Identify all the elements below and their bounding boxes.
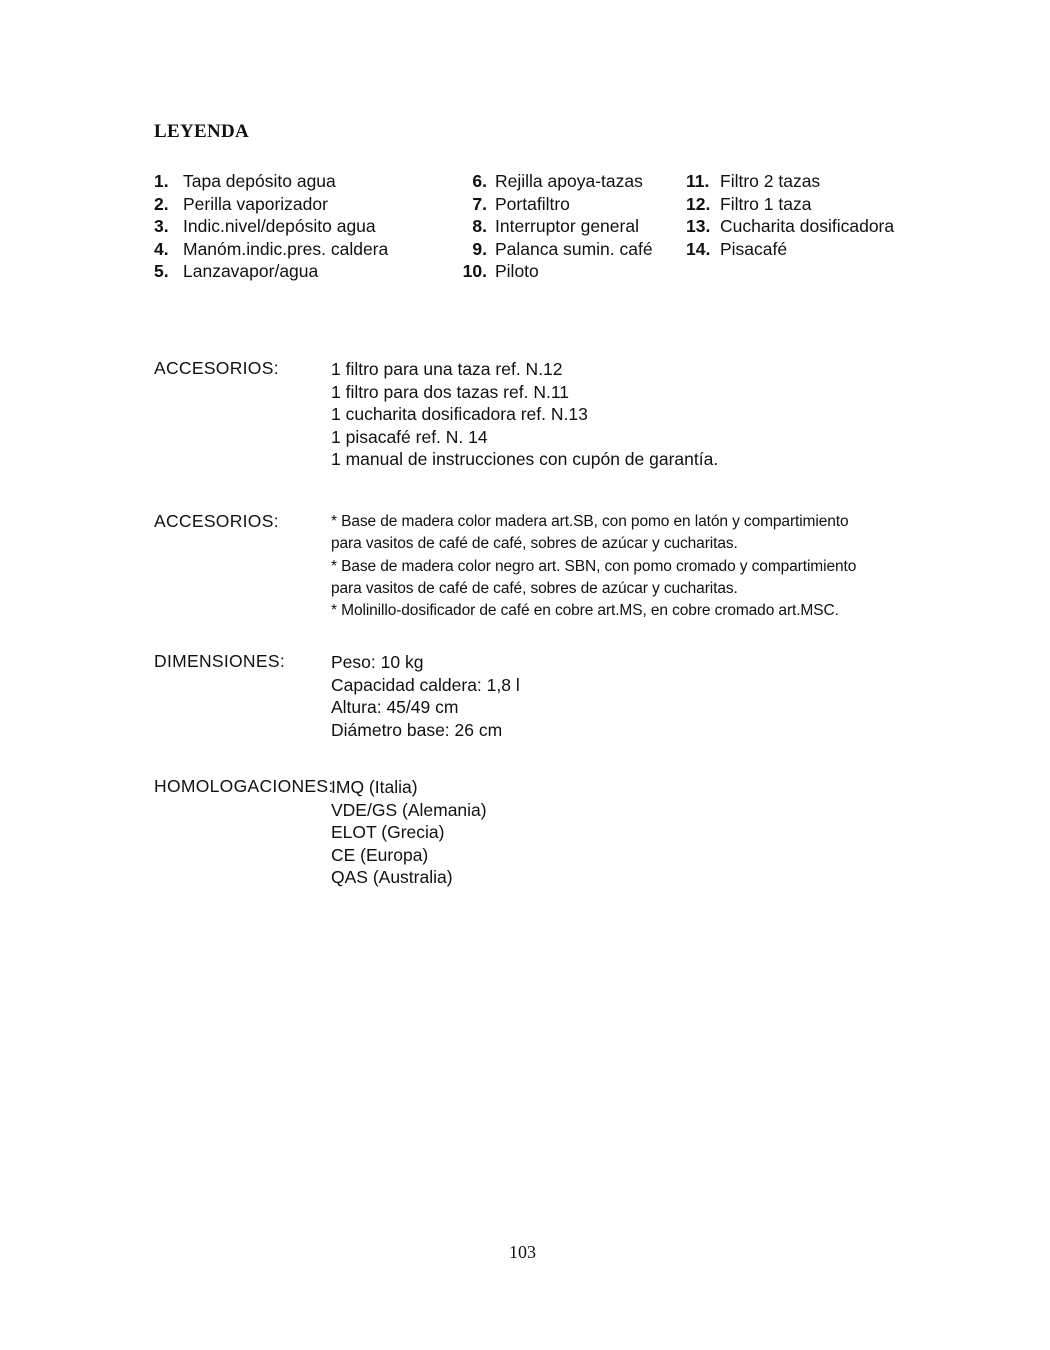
legend-column-2	[460, 170, 653, 283]
legend-item-number: 7.	[472, 193, 487, 214]
legend-item-label: Filtro 1 taza	[720, 193, 812, 214]
legend-title: LEYENDA	[154, 121, 250, 142]
legend-item-number: 6.	[472, 171, 487, 191]
legend-item-label: Perilla vaporizador	[183, 193, 328, 214]
section-label: ACCESORIOS:	[154, 358, 279, 378]
legend-item	[460, 170, 653, 193]
page-number: 103	[509, 1242, 536, 1262]
section-lines	[331, 358, 718, 471]
legend-item	[154, 238, 388, 261]
section-line: * Base de madera color madera art.SB, con pomo en latón y compartimiento	[331, 513, 849, 530]
legend-item-label: Pisacafé	[720, 238, 788, 259]
section-line: Diámetro base: 26 cm	[331, 719, 503, 740]
legend-item	[154, 170, 388, 193]
section-line: * Molinillo-dosificador de café en cobre art.MS, en cobre cromado art.MSC.	[331, 602, 839, 620]
section-line: 1 pisacafé ref. N. 14	[331, 426, 488, 447]
section-line: Capacidad caldera: 1,8 l	[331, 674, 520, 695]
section-line: 1 filtro para dos tazas ref. N.11	[331, 381, 569, 402]
legend-column-3	[686, 170, 894, 260]
legend-item	[686, 170, 894, 193]
section-line: Altura: 45/49 cm	[331, 697, 459, 717]
section-label: DIMENSIONES:	[154, 651, 285, 671]
section-line: * Base de madera color negro art. SBN, con pomo cromado y compartimiento	[331, 557, 857, 575]
legend-item-label: Tapa depósito agua	[183, 171, 336, 191]
section-label: HOMOLOGACIONES:	[154, 776, 334, 796]
legend-item-label: Portafiltro	[495, 193, 570, 214]
legend-item-number: 14.	[686, 238, 711, 259]
legend-item-number: 1.	[154, 171, 169, 191]
section-lines	[331, 651, 520, 741]
legend-item-number: 9.	[472, 238, 487, 259]
section-line: para vasitos de café de café, sobres de azúcar y cucharitas.	[331, 535, 738, 553]
legend-column-1	[154, 170, 388, 283]
legend-item-label: Lanzavapor/agua	[183, 261, 319, 281]
legend-item-number: 13.	[686, 216, 711, 236]
legend-item	[154, 215, 388, 238]
legend-item-label: Indic.nivel/depósito agua	[183, 216, 376, 236]
section-line: IMQ (Italia)	[331, 777, 418, 797]
section-lines	[331, 776, 487, 889]
legend-item	[460, 238, 653, 261]
legend-item-label: Palanca sumin. café	[495, 238, 653, 259]
legend-item	[686, 238, 894, 261]
legend-item	[460, 260, 653, 283]
legend-item-number: 8.	[472, 216, 487, 236]
legend-item-number: 4.	[154, 238, 169, 259]
section-line: VDE/GS (Alemania)	[331, 799, 487, 820]
legend-item	[686, 193, 894, 216]
section-line: 1 filtro para una taza ref. N.12	[331, 359, 563, 379]
legend-item-label: Rejilla apoya-tazas	[495, 171, 643, 191]
section-line: para vasitos de café de café, sobres de azúcar y cucharitas.	[331, 579, 738, 597]
legend-item-number: 12.	[686, 193, 711, 214]
legend-item-number: 10.	[462, 261, 487, 281]
legend-item-label: Filtro 2 tazas	[720, 171, 821, 191]
legend-item-number: 5.	[154, 261, 169, 281]
section-line: 1 manual de instrucciones con cupón de garantía.	[331, 449, 719, 469]
legend-item	[460, 215, 653, 238]
section-line: CE (Europa)	[331, 844, 429, 865]
legend-item-label: Manóm.indic.pres. caldera	[183, 238, 389, 259]
legend-item	[154, 193, 388, 216]
legend-item-number: 11.	[686, 171, 710, 191]
legend-item	[686, 215, 894, 238]
legend-item-label: Interruptor general	[495, 216, 639, 236]
section-line: QAS (Australia)	[331, 867, 453, 887]
section-line: ELOT (Grecia)	[331, 822, 445, 842]
section-lines	[331, 511, 856, 622]
legend-item-label: Piloto	[495, 261, 539, 281]
section-line: Peso: 10 kg	[331, 652, 424, 672]
legend-item-label: Cucharita dosificadora	[720, 216, 895, 236]
section-line: 1 cucharita dosificadora ref. N.13	[331, 404, 588, 424]
legend-item-number: 3.	[154, 216, 169, 236]
legend-item	[460, 193, 653, 216]
legend-item-number: 2.	[154, 193, 169, 214]
legend-item	[154, 260, 388, 283]
section-label: ACCESORIOS:	[154, 511, 279, 531]
